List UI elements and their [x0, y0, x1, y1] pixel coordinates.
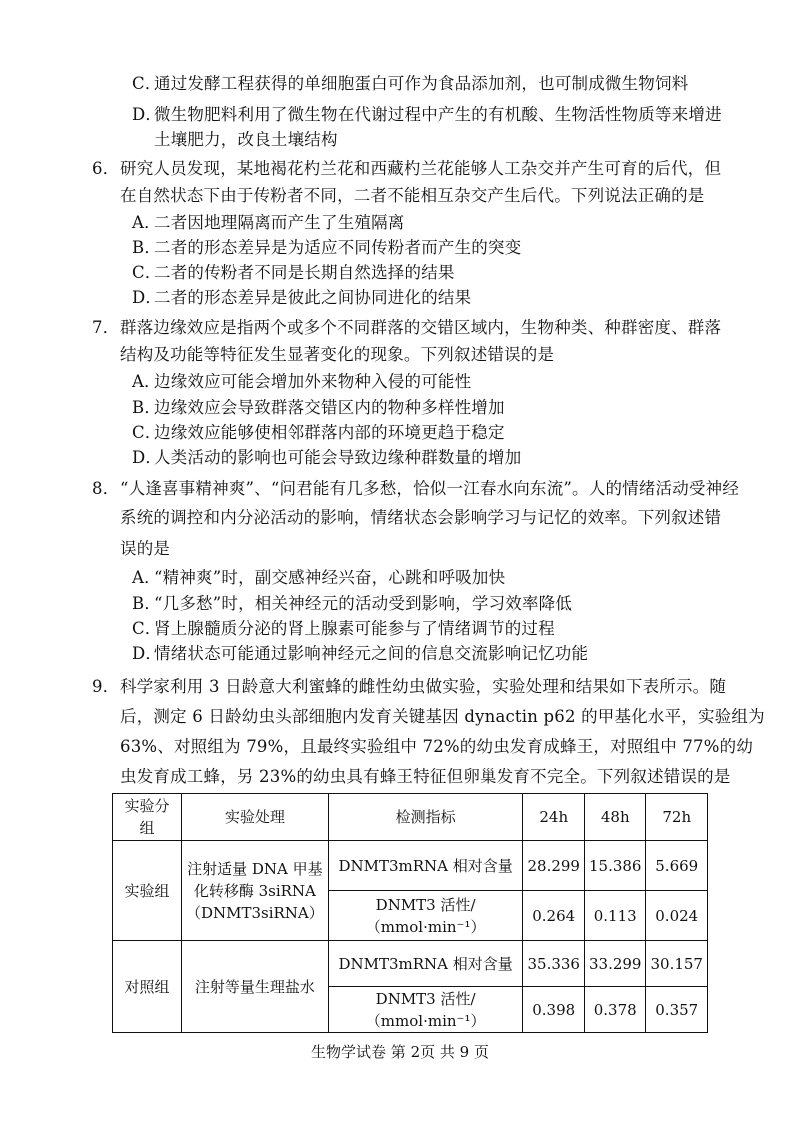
option-key: D．	[132, 105, 163, 124]
value-cell: 15.386	[584, 841, 646, 891]
value-cell: 0.398	[523, 987, 585, 1033]
value-cell: 35.336	[523, 941, 585, 987]
value-cell: 0.357	[646, 987, 708, 1033]
value-cell: 0.024	[646, 891, 708, 941]
q7-option-b	[132, 396, 505, 420]
table-row	[113, 941, 708, 987]
value-cell: 0.264	[523, 891, 585, 941]
q5-option-d-cont: 土壤肥力，改良土壤结构	[154, 130, 338, 149]
q8-option-c	[132, 617, 555, 641]
q7-option-a	[132, 370, 471, 394]
group-experimental: 实验组	[113, 841, 182, 941]
q9-stem-cont3: 虫发育成工蜂，另 23%的幼虫具有蜂王特征但卵巢发育不完全。下列叙述错误的是	[120, 767, 731, 786]
option-key: D．	[132, 288, 163, 307]
treatment-line: 化转移酶 3siRNA	[193, 881, 316, 900]
value-cell: 28.299	[523, 841, 585, 891]
treatment-experimental	[181, 841, 328, 941]
option-key: D．	[132, 448, 163, 467]
value-cell: 30.157	[646, 941, 708, 987]
q6-stem-cont: 在自然状态下由于传粉者不同，二者不能相互杂交产生后代。下列说法正确的是	[120, 186, 705, 205]
header-group: 实验分组	[113, 794, 182, 841]
q6-stem	[92, 157, 721, 181]
q9-stem-cont: 后，测定 6 日龄幼虫头部细胞内发育关键基因 dynactin p62 的甲基化水平，实验组为	[120, 707, 765, 726]
question-stem: 群落边缘效应是指两个或多个不同群落的交错区域内，生物种类、种群密度、群落	[120, 318, 722, 337]
option-key: D．	[132, 644, 163, 663]
header-72h: 72h	[646, 794, 708, 841]
value-cell: 0.113	[584, 891, 646, 941]
option-text: 通过发酵工程获得的单细胞蛋白可作为食品添加剂，也可制成微生物饲料	[154, 74, 689, 93]
q6-option-c	[132, 261, 455, 285]
header-indicator: 检测指标	[328, 794, 523, 841]
option-text: 边缘效应会导致群落交错区内的物种多样性增加	[154, 398, 505, 417]
option-text: 二者的传粉者不同是长期自然选择的结果	[154, 263, 455, 282]
question-number: 7．	[92, 318, 120, 337]
treatment-line: 注射适量 DNA 甲基	[187, 859, 323, 878]
q8-option-a	[132, 566, 505, 590]
option-key: C．	[132, 423, 162, 442]
question-stem: 科学家利用 3 日龄意大利蜜蜂的雌性幼虫做实验，实验处理和结果如下表所示。随	[120, 677, 727, 696]
treatment-line: （DNMT3siRNA）	[185, 903, 324, 922]
option-text: 微生物肥料利用了微生物在代谢过程中产生的有机酸、生物活性物质等来增进	[154, 105, 722, 124]
option-text: 边缘效应能够使相邻群落内部的环境更趋于稳定	[154, 423, 505, 442]
indicator-cell: DNMT3mRNA 相对含量	[328, 841, 523, 891]
q5-option-d	[132, 103, 722, 127]
option-text: 肾上腺髓质分泌的肾上腺素可能参与了情绪调节的过程	[154, 619, 555, 638]
page-footer: 生物学试卷 第 2页 共 9 页	[311, 1043, 489, 1061]
experiment-table	[112, 793, 708, 1033]
q7-stem	[92, 316, 721, 340]
option-text: “精神爽”时，副交感神经兴奋，心跳和呼吸加快	[154, 568, 506, 587]
q6-option-d	[132, 286, 471, 310]
option-text: 边缘效应可能会增加外来物种入侵的可能性	[154, 372, 472, 391]
question-number: 8．	[92, 479, 120, 498]
group-control: 对照组	[113, 941, 182, 1033]
q8-stem-cont2: 误的是	[120, 539, 171, 558]
option-key: A．	[132, 372, 161, 391]
q7-option-c	[132, 421, 505, 445]
value-cell: 33.299	[584, 941, 646, 987]
option-text: 情绪状态可能通过影响神经元之间的信息交流影响记忆功能	[154, 644, 589, 663]
q7-stem-cont: 结构及功能等特征发生显著变化的现象。下列叙述错误的是	[120, 345, 555, 364]
indicator-cell: DNMT3mRNA 相对含量	[328, 941, 523, 987]
option-key: B．	[132, 398, 162, 417]
table-header-row	[113, 794, 708, 841]
question-stem: 研究人员发现，某地褐花杓兰花和西藏杓兰花能够人工杂交并产生可育的后代，但	[120, 159, 722, 178]
indicator-cell: DNMT3 活性/（mmol·min⁻¹）	[328, 891, 523, 941]
option-key: A．	[132, 213, 161, 232]
q7-option-d	[132, 446, 521, 470]
option-key: A．	[132, 568, 161, 587]
option-text: “几多愁”时，相关神经元的活动受到影响，学习效率降低	[154, 594, 573, 613]
question-stem: “人逢喜事精神爽”、“问君能有几多愁，恰似一江春水向东流”。人的情绪活动受神经	[120, 479, 740, 498]
q6-option-a	[132, 211, 405, 235]
option-text: 二者的形态差异是彼此之间协同进化的结果	[154, 288, 472, 307]
q8-stem	[92, 477, 739, 501]
treatment-control: 注射等量生理盐水	[181, 941, 328, 1033]
option-key: C．	[132, 263, 162, 282]
option-key: B．	[132, 238, 162, 257]
q9-stem-cont2: 63%、对照组为 79%，且最终实验组中 72%的幼虫发育成蜂王，对照组中 77%的幼	[120, 737, 754, 756]
header-24h: 24h	[523, 794, 585, 841]
question-number: 9．	[92, 677, 120, 696]
q9-stem	[92, 675, 726, 699]
table-row	[113, 841, 708, 891]
value-cell: 0.378	[584, 987, 646, 1033]
header-48h: 48h	[584, 794, 646, 841]
value-cell: 5.669	[646, 841, 708, 891]
header-treatment: 实验处理	[181, 794, 328, 841]
option-key: C．	[132, 619, 162, 638]
q6-option-b	[132, 236, 521, 260]
q5-option-c	[132, 72, 688, 96]
q8-option-d	[132, 642, 588, 666]
option-text: 二者的形态差异是为适应不同传粉者而产生的突变	[154, 238, 522, 257]
option-key: B．	[132, 594, 162, 613]
question-number: 6．	[92, 159, 120, 178]
option-text: 人类活动的影响也可能会导致边缘种群数量的增加	[154, 448, 522, 467]
indicator-cell: DNMT3 活性/（mmol·min⁻¹）	[328, 987, 523, 1033]
option-text: 二者因地理隔离而产生了生殖隔离	[154, 213, 405, 232]
q8-option-b	[132, 592, 572, 616]
option-key: C．	[132, 74, 162, 93]
q8-stem-cont: 系统的调控和内分泌活动的影响，情绪状态会影响学习与记忆的效率。下列叙述错	[120, 508, 722, 527]
